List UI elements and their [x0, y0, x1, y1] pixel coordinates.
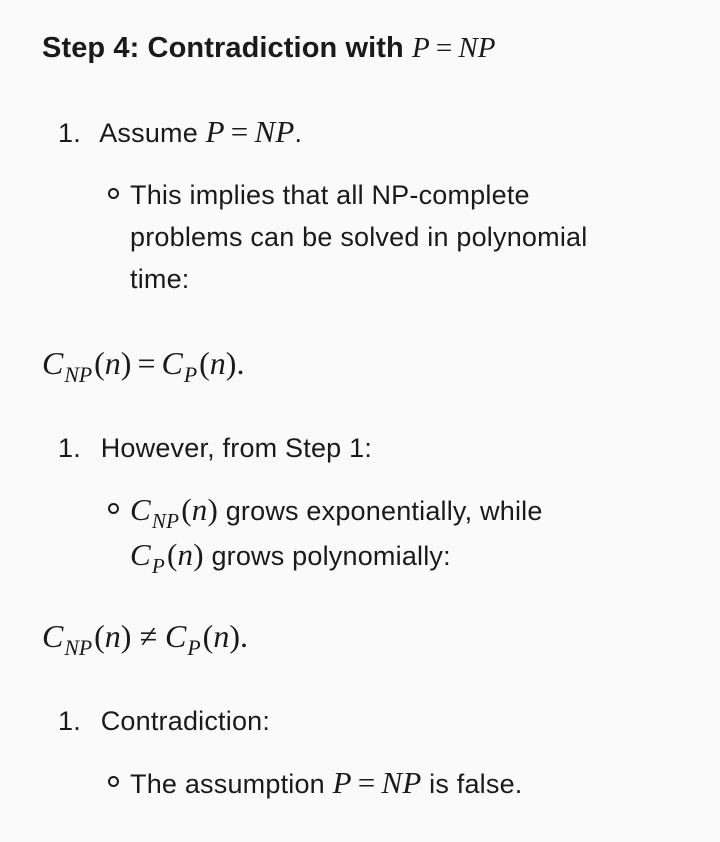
math-var: NP — [381, 765, 422, 800]
math-var: P — [205, 114, 225, 149]
math-var: P — [412, 32, 430, 64]
bullet-item-growth — [108, 489, 648, 579]
list-item-label: Assume — [99, 118, 198, 148]
math-operator: = — [357, 765, 376, 800]
math-var: n — [213, 618, 230, 654]
math-paren: ( — [94, 345, 105, 381]
math-var: C — [165, 618, 187, 654]
math-paren: ( — [181, 492, 192, 527]
heading-text: Step 4: Contradiction with — [42, 32, 404, 64]
math-paren: ) — [120, 345, 132, 381]
list-number: 1. — [58, 706, 81, 736]
math-subscript: NP — [64, 363, 93, 388]
math-var: C — [42, 345, 64, 381]
math-var: C — [130, 492, 151, 527]
math-period: . — [236, 345, 245, 381]
bullet-marker — [108, 776, 119, 787]
bullet-text — [130, 489, 648, 579]
math-paren: ) — [225, 345, 237, 381]
math-paren: ) — [229, 618, 240, 654]
list-item-suffix: . — [294, 118, 303, 148]
list-item-label: However, from Step 1: — [100, 433, 373, 463]
display-equation-notequal — [42, 614, 248, 662]
math-var: n — [209, 345, 226, 381]
math-operator: = — [137, 345, 156, 381]
display-equation-equal — [42, 341, 244, 389]
bullet-text: This implies that all NP-complete problems can be solved in polynomial time: — [130, 180, 588, 294]
inline-math — [130, 492, 218, 533]
math-paren: ) — [120, 618, 132, 654]
list-number: 1. — [58, 118, 81, 148]
inline-math — [130, 537, 204, 578]
math-paren: ( — [202, 618, 214, 654]
math-var: C — [42, 618, 64, 654]
math-subscript: P — [183, 363, 198, 388]
math-var: P — [332, 765, 352, 800]
math-var: C — [130, 537, 151, 572]
list-number: 1. — [58, 433, 81, 463]
math-subscript: NP — [151, 509, 180, 533]
heading-math — [412, 32, 496, 64]
list-item-assume — [58, 112, 302, 153]
bullet-text — [130, 762, 648, 805]
math-var: C — [161, 345, 183, 381]
list-item-however — [58, 428, 372, 468]
math-var: NP — [458, 32, 496, 64]
math-paren: ( — [94, 618, 105, 654]
math-period: . — [239, 618, 248, 654]
math-paren: ) — [207, 492, 218, 527]
list-item-contradiction — [58, 701, 270, 741]
math-operator: = — [230, 114, 249, 149]
math-var: n — [191, 492, 208, 527]
math-subscript: P — [151, 554, 165, 578]
list-item-label: Contradiction: — [100, 706, 271, 736]
inline-math — [206, 114, 295, 149]
bullet-item-implies — [108, 174, 648, 300]
math-subscript: P — [187, 636, 201, 661]
math-paren: ( — [199, 345, 210, 381]
bullet-text-part: grows polynomially: — [211, 541, 451, 571]
inline-math — [333, 765, 422, 800]
math-var: n — [104, 618, 121, 654]
bullet-item-false — [108, 762, 648, 805]
math-var: NP — [254, 114, 295, 149]
math-subscript: NP — [64, 636, 93, 661]
bullet-marker — [108, 503, 119, 514]
math-var: n — [177, 537, 194, 572]
bullet-text-part: The assumption — [130, 769, 325, 799]
bullet-marker — [108, 188, 119, 199]
bullet-text-part: grows exponentially, while — [225, 496, 543, 526]
bullet-text-part: is false. — [429, 769, 523, 799]
math-paren: ( — [166, 537, 178, 572]
math-operator: = — [435, 32, 453, 64]
section-heading — [42, 28, 496, 68]
math-operator: ≠ — [139, 618, 158, 654]
math-var: n — [104, 345, 121, 381]
math-paren: ) — [193, 537, 204, 572]
